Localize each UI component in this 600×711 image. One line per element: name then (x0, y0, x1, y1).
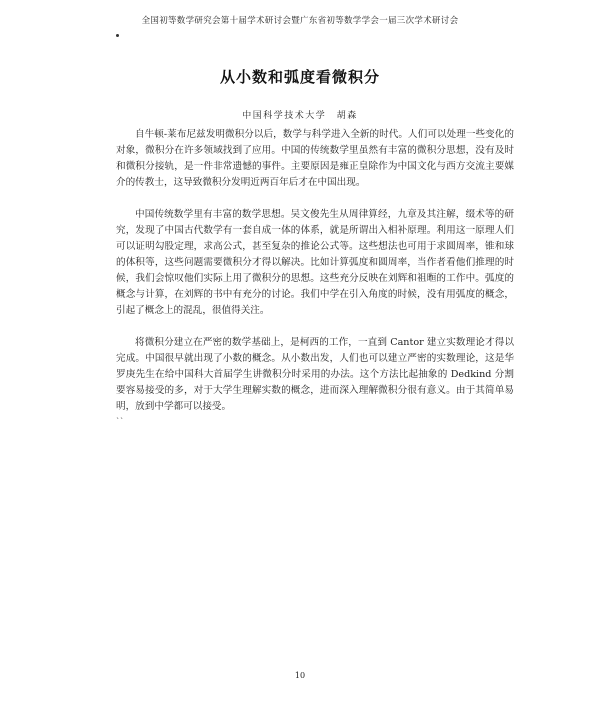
author-line: 中国科学技术大学 胡森 (242, 111, 358, 121)
footnote-mark: `` (116, 417, 124, 426)
bullet-dot (116, 34, 119, 37)
paragraph-1: 自牛顿-莱布尼兹发明微积分以后，数学与科学进入全新的时代。人们可以处理一些变化的对象，微积分在许多领域找到了应用。中国的传统数学里虽然有丰富的微积分思想，没有及时和微积分接轨，是一件非常遗憾的事件。主要原因是雍正皇除作为中国文化与西方交流主要媒介的传教士，这导致微积分发明近两百年后才在中国出现。 (116, 129, 514, 188)
page-number: 10 (294, 671, 306, 680)
article-body (116, 127, 514, 427)
running-header: 全国初等数学研究会第十届学术研讨会暨广东省初等数学学会一届三次学术研讨会 (141, 16, 459, 26)
paragraph-3: 将微积分建立在严密的数学基础上，是柯西的工作，一直到 Cantor 建立实数理论才得以完成。中国很早就出现了小数的概念。从小数出发，人们也可以建立严密的实数理论，这是华罗庚先生在给中国科大首届学生讲微积分时采用的办法。这个方法比起抽象的 Dedkind 分割要容易接受的多，对于大学生理解实数的概念，进而深入理解微积分很有意义。由于其简单易明，放到中学都可以接受。 (116, 337, 514, 412)
article-title: 从小数和弧度看微积分 (219, 68, 380, 86)
paragraph-2: 中国传统数学里有丰富的数学思想。吴文俊先生从周律算经，九章及其注解，缀术等的研究，发现了中国古代数学有一套自成一体的体系，就是所谓出入相补原理。利用这一原理人们可以证明勾股定理，求高公式，甚至复杂的推论公式等。这些想法也可用于求圆周率，锥和球的体积等，这些问题需要微积分才得以解决。比如计算弧度和圆周率，当作者看他们推理的时候，我们会惊叹他们实际上用了微积分的思想。这些充分反映在刘辉和祖暅的工作中。弧度的概念与计算，在刘辉的书中有充分的讨论。我们中学在引入角度的时候，没有用弧度的概念，引起了概念上的混乱，很值得关注。 (116, 209, 514, 316)
